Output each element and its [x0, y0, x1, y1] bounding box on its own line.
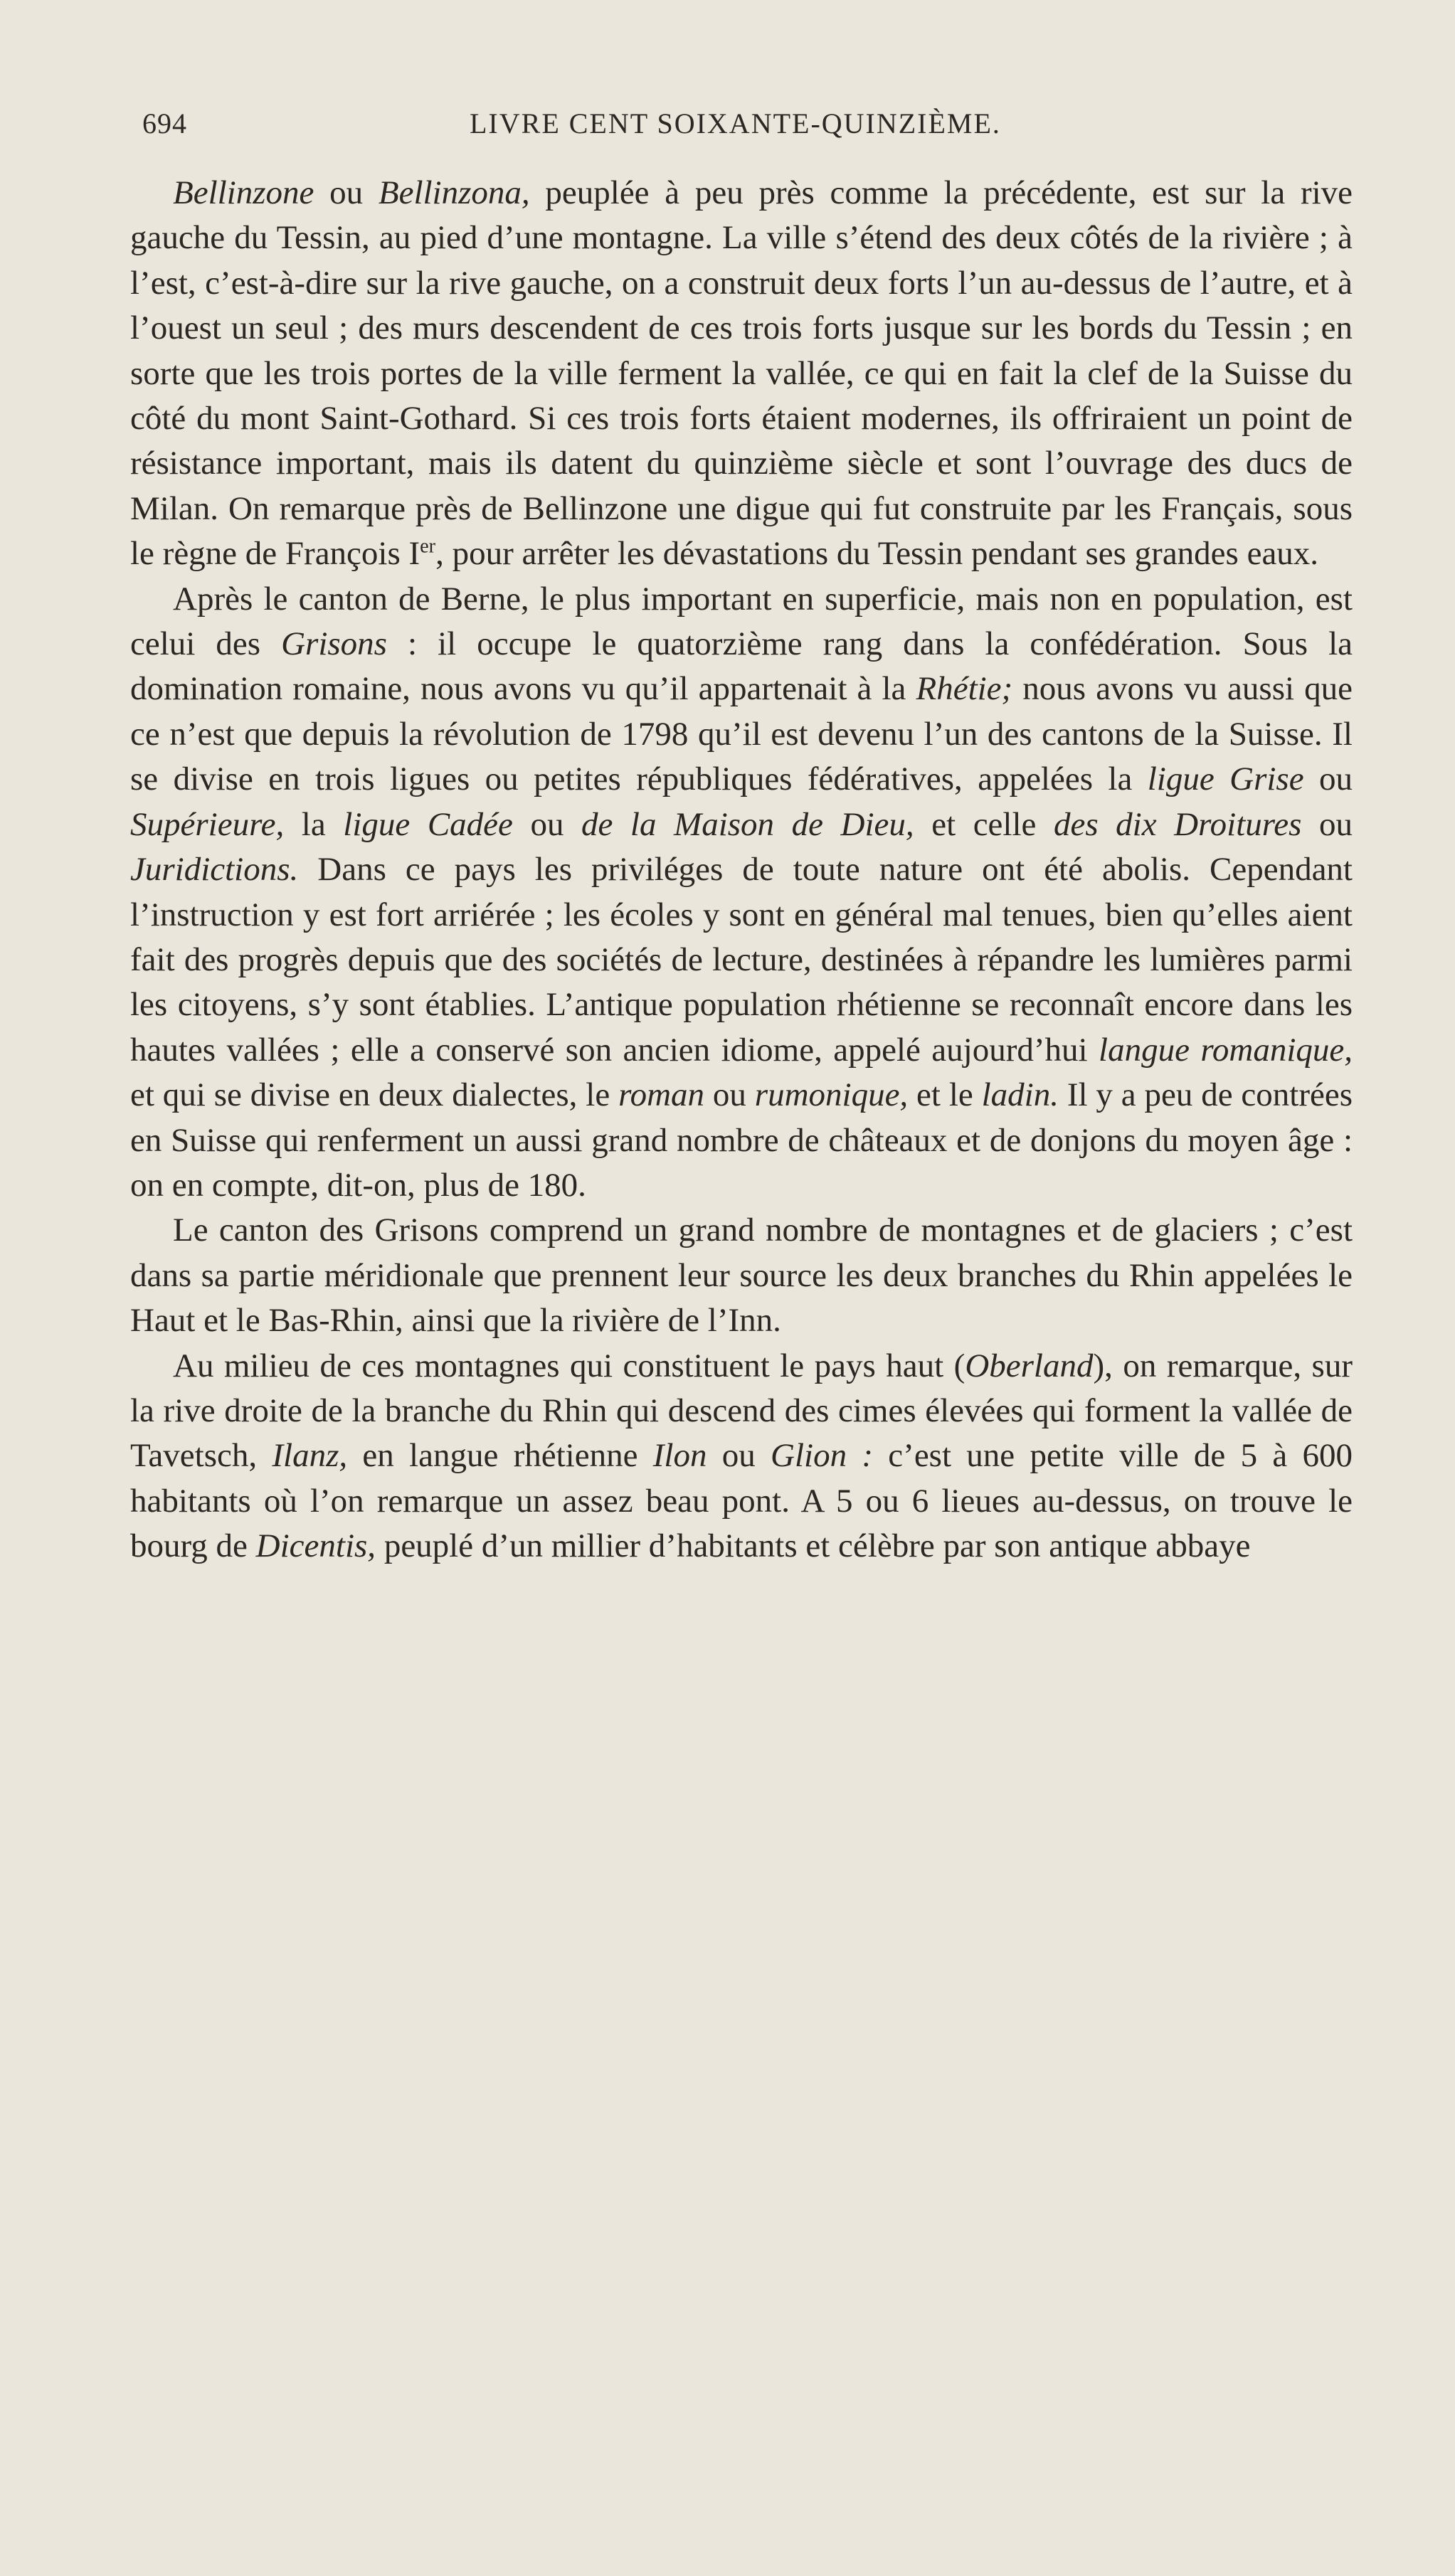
text-run: en langue rhétienne	[347, 1437, 653, 1475]
text-run: la	[284, 805, 344, 843]
text-run: ou	[1301, 805, 1353, 843]
italic-text: Oberland	[965, 1347, 1094, 1384]
text-run: Le canton des Grisons comprend un grand nombre de montagnes et de glaciers ; c’est dans sa partie méridionale que prennent leur source les deux branches du Rhin appelées le Haut et le Bas-Rhin, ainsi que la rivière de l’Inn.	[130, 1212, 1353, 1340]
text-run: , pour arrêter les dévastations du Tessin pendant ses grandes eaux.	[435, 535, 1319, 573]
italic-text: langue romanique,	[1099, 1031, 1353, 1069]
text-run: ou	[1303, 760, 1353, 798]
text-run: ), on remarque, sur la rive droite de la branche du Rhin qui descend des cimes élevées qui forment la vallée de Tavetsch,	[130, 1347, 1353, 1475]
italic-text: Supérieure,	[130, 805, 285, 843]
superscript-text: er	[420, 535, 436, 558]
text-run: ou	[314, 174, 379, 211]
italic-text: rumonique,	[754, 1076, 909, 1114]
text-run: Il y a peu de contrées en Suisse qui renferment un aussi grand nombre de châteaux et de donjons du moyen âge : on en compte, dit-on, plus de 180.	[130, 1076, 1353, 1204]
italic-text: Bellinzone	[173, 174, 314, 211]
italic-text: des dix Droitures	[1053, 805, 1302, 843]
running-header	[142, 107, 1338, 149]
text-run: peuplé d’un millier d’habitants et célèbre par son antique abbaye	[376, 1527, 1251, 1565]
text-run: Dans ce pays les priviléges de toute nature ont été abolis. Cependant l’instruction y est fort arriérée ; les écoles y sont en général mal tenues, bien qu’elles aient fait des progrès depuis que des sociétés de lecture, destinées à répandre les lumières parmi les citoyens, s’y sont établies. L’antique population rhétienne se reconnaît encore dans les hautes vallées ; elle a conservé son ancien idiome, appelé aujourd’hui	[130, 851, 1353, 1069]
italic-text: roman	[618, 1076, 705, 1114]
italic-text: ligue Grise	[1147, 760, 1304, 798]
italic-text: Glion :	[771, 1437, 874, 1475]
text-run: Après le canton de Berne, le plus important en superficie, mais non en population, est celui des	[130, 580, 1353, 663]
text-run: et qui se divise en deux dialectes, le	[130, 1076, 619, 1114]
page-number: 694	[142, 107, 187, 139]
italic-text: ligue Cadée	[343, 805, 513, 843]
paragraph	[130, 1344, 1353, 1569]
text-run: c’est une petite ville de 5 à 600 habitants où l’on remarque un assez beau pont. A 5 ou 6 lieues au-dessus, on trouve le bourg de	[130, 1437, 1353, 1565]
italic-text: ladin.	[981, 1076, 1059, 1114]
text-run: ou	[704, 1076, 755, 1114]
text-run: et celle	[914, 805, 1054, 843]
text-run: peuplée à peu près comme la précédente, est sur la rive gauche du Tessin, au pied d’une montagne. La ville s’étend des deux côtés de la rivière ; à l’est, c’est-à-dire sur la rive gauche, on a construit deux forts l’un au-dessus de l’autre, et à l’ouest un seul ; des murs descendent de ces trois forts jusque sur les bords du Tessin ; en sorte que les trois portes de la ville ferment la vallée, ce qui en fait la clef de la Suisse du côté du mont Saint-Gothard. Si ces trois forts étaient modernes, ils offriraient un point de résistance important, mais ils datent du quinzième siècle et sont l’ouvrage des ducs de Milan. On remarque près de Bellinzone une digue qui fut construite par les Français, sous le règne de François I	[130, 174, 1353, 573]
paragraph	[130, 577, 1353, 1209]
text-run: ou	[707, 1437, 771, 1475]
text-run: ou	[512, 805, 582, 843]
text-run: nous avons vu aussi que ce n’est que depuis la révolution de 1798 qu’il est devenu l’un des cantons de la Suisse. Il se divise en trois ligues ou petites républiques fédératives, appelées la	[130, 670, 1353, 798]
text-run: et le	[908, 1076, 982, 1114]
paragraph	[130, 1208, 1353, 1343]
body-text	[130, 171, 1353, 1569]
paragraph	[130, 171, 1353, 577]
italic-text: Ilanz,	[272, 1437, 348, 1475]
italic-text: Rhétie;	[916, 670, 1013, 708]
text-run: Au milieu de ces montagnes qui constituent le pays haut (	[173, 1347, 965, 1384]
italic-text: Grisons	[281, 625, 387, 663]
italic-text: Ilon	[652, 1437, 707, 1475]
text-run: : il occupe le quatorzième rang dans la confédération. Sous la domination romaine, nous avons vu qu’il appartenait à la	[130, 625, 1353, 708]
running-title: LIVRE CENT SOIXANTE-QUINZIÈME.	[470, 107, 1001, 139]
italic-text: Bellinzona,	[378, 174, 530, 211]
italic-text: Juridictions.	[130, 851, 299, 889]
italic-text: de la Maison de Dieu,	[581, 805, 914, 843]
italic-text: Dicentis,	[255, 1527, 376, 1565]
